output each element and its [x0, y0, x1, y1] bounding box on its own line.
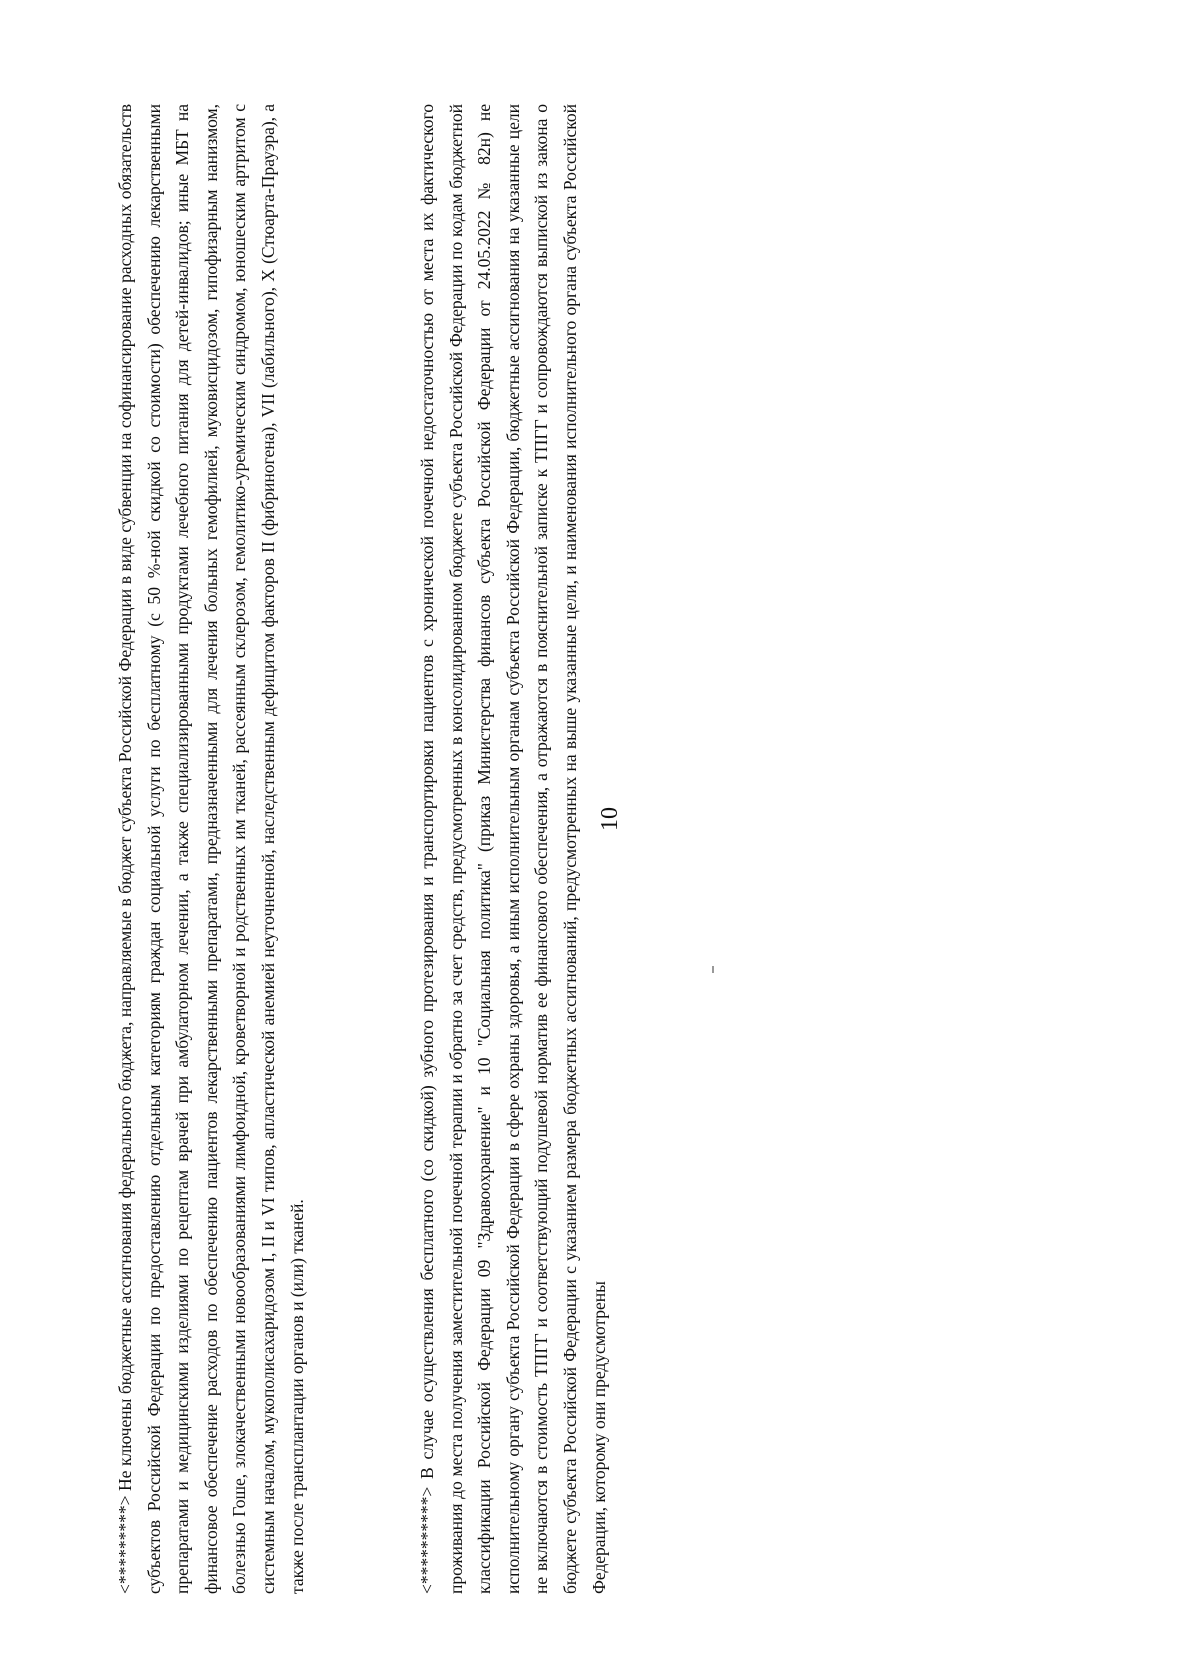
rotated-page-content — [95, 104, 655, 1594]
footnote-dental-prosthetics: <**********> В случае осуществления бесплатного (со скидкой) зубного протезирования и транспортировки пациентов с хронической почечной недостаточностью от места их фактического проживания до места получения заместительной почечной терапии и обратно за счет средств, предусмотренных в консолидированном бюджете субъекта Российской Федерации по кодам бюджетной классификации Российской Федерации 09 "Здравоохранение" и 10 "Социальная политика" (приказ Министерства финансов субъекта Российской Федерации от 24.05.2022 № 82н) не исполнительному органу субъекта Российской Федерации в сфере охраны здоровья, а иным исполнительным органам субъекта Российской Федерации, бюджетные ассигнования на указанные цели не включаются в стоимость ТПГГ и соответствующий подушевой норматив ее финансового обеспечения, а отражаются в пояснительной записке к ТПГГ и сопровождаются выпиской из закона о бюджете субъекта Российской Федерации с указанием размера бюджетных ассигнований, предусмотренных на выше указанные цели, и наименования исполнительного органа субъекта Российской Федерации, которому они предусмотрены — [417, 104, 609, 1594]
page-number: 10 — [597, 807, 623, 831]
scan-speck — [712, 966, 714, 973]
footnote-budget-allocations: <*********> Не ключены бюджетные ассигнования федерального бюджета, направляемые в бюджет субъекта Российской Федерации в виде субвенции на софинансирование расходных обязательств субъектов Российской Федерации по предоставлению отдельным категориям граждан социальной услуги по бесплатному (с 50 %-ной скидкой со стоимости) обеспечению лекарственными препаратами и медицинскими изделиями по рецептам врачей при амбулаторном лечении, а также специализированными продуктами лечебного питания для детей-инвалидов; иные МБТ на финансовое обеспечение расходов по обеспечению пациентов лекарственными препаратами, предназначенными для лечения больных гемофилией, муковисцидозом, гипофизарным нанизмом, болезнью Гоше, злокачественными новообразованиями лимфоидной, кроветворной и родственных им тканей, рассеянным склерозом, гемолитико-уремическим синдромом, юношеским артритом с системным началом, мукополисахаридозом I, II и VI типов, апластической анемией неуточненной, наследственным дефицитом факторов II (фибриногена), VII (лабильного), X (Стюарта-Прауэра), а также после трансплантации органов и (или) тканей. — [115, 104, 307, 1594]
page-number-wrapper — [590, 790, 630, 850]
